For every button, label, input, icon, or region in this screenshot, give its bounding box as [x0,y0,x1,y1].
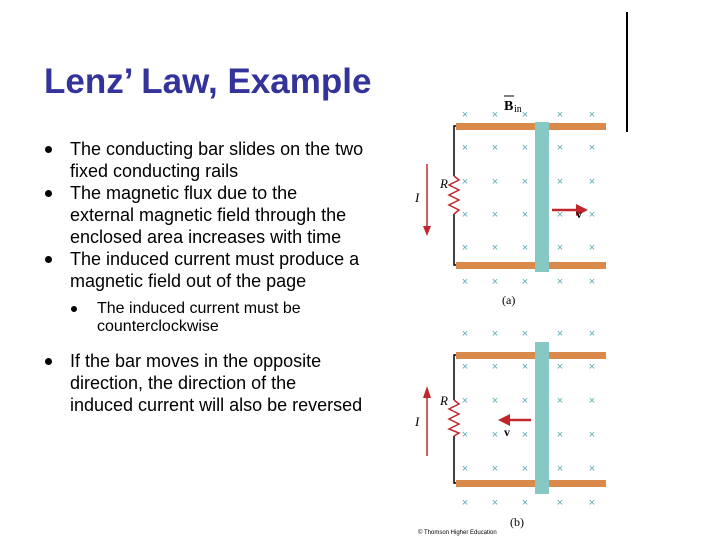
field-x-mark-icon: × [588,429,596,441]
bullet-text: The conducting bar slides on the two fixed conducting rails [70,139,364,181]
field-x-mark-icon: × [461,242,469,254]
bullet-text: If the bar moves in the opposite direction, the direction of the induced current will also be reversed [70,351,363,415]
field-x-mark-icon: × [461,463,469,475]
field-x-mark-icon: × [491,276,499,288]
credit-text: © Thomson Higher Education [418,530,497,536]
panel-a-label: (a) [502,293,516,307]
field-x-mark-icon: × [556,497,564,509]
bullet-text: The induced current must produce a magnetic field out of the page [70,249,360,291]
circuit-wire [454,436,456,483]
field-x-mark-icon: × [491,142,499,154]
field-x-mark-icon: × [588,242,596,254]
circuit-wire [454,355,456,400]
field-x-mark-icon: × [491,242,499,254]
field-x-mark-icon: × [491,361,499,373]
current-arrowhead-icon [423,226,431,236]
field-x-mark-icon: × [491,463,499,475]
field-x-mark-icon: × [461,209,469,221]
field-x-mark-icon: × [588,463,596,475]
field-x-mark-icon: × [588,276,596,288]
field-x-mark-icon: × [461,497,469,509]
field-x-mark-icon: × [491,209,499,221]
field-x-mark-icon: × [521,429,529,441]
bullet-dot-icon [45,190,52,197]
field-x-mark-icon: × [521,276,529,288]
bullet-list [44,138,364,416]
resistor-label: R [440,176,448,191]
field-x-mark-icon: × [588,109,596,121]
field-x-mark-icon: × [521,328,529,340]
field-x-mark-icon: × [461,276,469,288]
field-x-mark-icon: × [556,429,564,441]
field-x-mark-icon: × [461,176,469,188]
field-subscript: in [514,104,522,115]
panel-b-label: (b) [510,515,524,529]
field-x-mark-icon: × [461,328,469,340]
current-label: I [415,414,420,429]
bullet-dot-icon [45,146,52,153]
resistor-label: R [440,393,448,408]
resistor-icon [449,400,459,436]
bullet-dot-icon [71,306,77,312]
field-x-mark-icon: × [461,429,469,441]
field-x-mark-icon: × [461,395,469,407]
field-label-b: B [504,99,514,114]
field-x-mark-icon: × [588,395,596,407]
bullet-item [44,182,364,248]
top-rail [456,352,606,359]
field-x-mark-icon: × [588,209,596,221]
field-x-mark-icon: × [521,361,529,373]
field-x-mark-icon: × [491,109,499,121]
field-x-mark-icon: × [491,328,499,340]
field-x-mark-icon: × [521,109,529,121]
panel-a [414,96,606,307]
slide-title: Lenz’ Law, Example [44,62,372,101]
field-x-mark-icon: × [588,497,596,509]
field-x-mark-icon: × [521,142,529,154]
field-x-mark-icon: × [521,176,529,188]
velocity-label: v [504,425,510,439]
field-x-mark-icon: × [556,209,564,221]
bullet-item [44,248,364,292]
field-x-mark-icon: × [491,497,499,509]
field-x-mark-icon: × [588,328,596,340]
bullet-item [44,138,364,182]
current-arrowhead-icon [423,386,431,398]
panel-b [414,328,606,536]
field-x-mark-icon: × [556,276,564,288]
field-x-mark-icon: × [521,497,529,509]
field-x-mark-icon: × [521,209,529,221]
field-x-mark-icon: × [556,463,564,475]
field-x-mark-icon: × [491,429,499,441]
field-x-mark-icon: × [556,142,564,154]
field-x-mark-icon: × [556,328,564,340]
field-x-mark-icon: × [491,395,499,407]
field-x-mark-icon: × [588,176,596,188]
field-x-mark-icon: × [556,176,564,188]
field-x-mark-icon: × [461,109,469,121]
bullet-item [44,350,364,416]
field-x-mark-icon: × [521,395,529,407]
sub-bullet-text: The induced current must be counterclockwise [97,300,301,335]
bullet-text: The magnetic flux due to the external magnetic field through the enclosed area increases with time [70,183,347,247]
top-rail [456,123,606,130]
field-x-mark-icon: × [461,142,469,154]
bullet-dot-icon [45,358,52,365]
sliding-bar [535,342,549,494]
field-x-mark-icon: × [461,361,469,373]
field-x-mark-icon: × [556,361,564,373]
field-x-mark-icon: × [521,242,529,254]
field-x-marks [462,109,595,288]
current-label: I [415,190,420,205]
field-x-mark-icon: × [556,109,564,121]
field-x-mark-icon: × [491,176,499,188]
bottom-rail [456,262,606,269]
resistor-icon [449,176,459,214]
divider-line [626,12,628,132]
circuit-wire [454,214,456,265]
field-x-mark-icon: × [556,242,564,254]
lenz-law-figure [410,90,620,538]
field-x-mark-icon: × [588,142,596,154]
velocity-label: v [576,207,582,221]
sub-bullet-item [44,300,364,336]
bottom-rail [456,480,606,487]
bullet-dot-icon [45,256,52,263]
sliding-bar [535,122,549,272]
field-x-mark-icon: × [588,361,596,373]
field-x-mark-icon: × [521,463,529,475]
field-x-mark-icon: × [556,395,564,407]
circuit-wire [454,126,456,176]
